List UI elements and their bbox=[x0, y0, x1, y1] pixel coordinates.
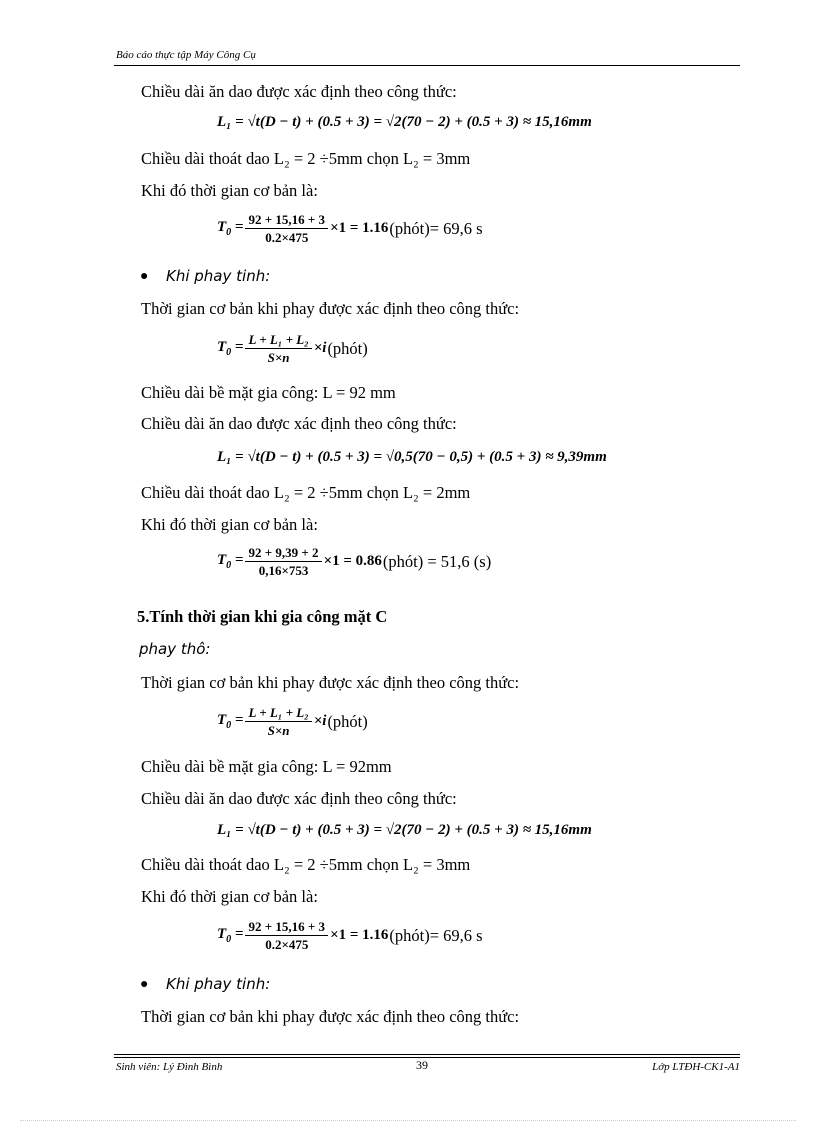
formula-text: L₁ = √t(D − t) + (0.5 + 3) = √2(70 − 2) + (0.5 + 3) ≈ 15,16mm bbox=[217, 114, 592, 130]
fraction bbox=[245, 331, 311, 366]
formula-t0 bbox=[217, 211, 483, 246]
fraction-denominator: 0.2×475 bbox=[265, 937, 309, 952]
text-line: Chiều dài thoát dao L₂ = 2 ÷5mm chọn L₂ = 3mm bbox=[141, 855, 471, 874]
formula-rhs: ×1 = 1.16 bbox=[330, 927, 389, 943]
text-line: Thời gian cơ bản khi phay được xác định theo công thức: bbox=[141, 673, 520, 692]
sub-heading: phay thô: bbox=[139, 640, 211, 658]
formula-t0-general bbox=[217, 704, 368, 739]
footer-student: Sinh viên: Lý Đình Bình bbox=[116, 1061, 223, 1073]
formula-lhs: $T_0$ = bbox=[217, 339, 244, 358]
bullet-text: Khi phay tinh: bbox=[166, 975, 271, 993]
fraction bbox=[245, 544, 321, 579]
formula-l1 bbox=[217, 449, 607, 466]
fraction bbox=[245, 211, 328, 246]
formula-l1 bbox=[217, 114, 592, 131]
page-header-title: Báo cáo thực tập Máy Công Cụ bbox=[116, 49, 256, 61]
formula-rhs: ×i bbox=[313, 713, 327, 729]
text-line: Khi đó thời gian cơ bản là: bbox=[141, 515, 318, 534]
fraction-numerator: 92 + 15,16 + 3 bbox=[245, 211, 328, 229]
formula-t0-general bbox=[217, 331, 368, 366]
text-line: Thời gian cơ bản khi phay được xác định theo công thức: bbox=[141, 1007, 520, 1026]
fraction-numerator: L + L₁ + L₂ bbox=[245, 331, 311, 349]
page-bottom-divider bbox=[20, 1120, 796, 1121]
formula-tail: (phót)= 69,6 s bbox=[389, 218, 483, 238]
bullet-icon: ● bbox=[140, 269, 149, 284]
text-line: Thời gian cơ bản khi phay được xác định theo công thức: bbox=[141, 299, 520, 318]
formula-text: L₁ = √t(D − t) + (0.5 + 3) = √0,5(70 − 0,5) + (0.5 + 3) ≈ 9,39mm bbox=[217, 449, 607, 465]
fraction-numerator: L + L₁ + L₂ bbox=[245, 704, 311, 722]
text-line: Chiều dài ăn dao được xác định theo công thức: bbox=[141, 414, 457, 433]
formula-lhs: $T_0$ = bbox=[217, 712, 244, 731]
footer-class: Lớp LTĐH-CK1-A1 bbox=[652, 1061, 740, 1073]
text-line: Khi đó thời gian cơ bản là: bbox=[141, 887, 318, 906]
fraction-denominator: 0,16×753 bbox=[258, 563, 309, 578]
formula-lhs: $T_0$ = bbox=[217, 552, 244, 571]
fraction-denominator: S×n bbox=[267, 350, 290, 365]
formula-lhs: $T_0$ = bbox=[217, 219, 244, 238]
section-heading: 5.Tính thời gian khi gia công mặt C bbox=[137, 607, 388, 626]
fraction-numerator: 92 + 15,16 + 3 bbox=[245, 918, 328, 936]
text-line: Chiều dài bề mặt gia công: L = 92 mm bbox=[141, 383, 396, 402]
text-line: Chiều dài bề mặt gia công: L = 92mm bbox=[141, 757, 392, 776]
header-rule bbox=[114, 65, 740, 66]
formula-rhs: ×i bbox=[313, 340, 327, 356]
page-number: 39 bbox=[416, 1058, 428, 1072]
bullet-text: Khi phay tinh: bbox=[166, 267, 271, 285]
formula-l1 bbox=[217, 822, 592, 839]
formula-tail: (phót)= 69,6 s bbox=[389, 925, 483, 945]
text-line: Chiều dài thoát dao L₂ = 2 ÷5mm chọn L₂ = 2mm bbox=[141, 483, 471, 502]
formula-lhs: $T_0$ = bbox=[217, 926, 244, 945]
formula-t0 bbox=[217, 918, 483, 953]
formula-tail: (phót) bbox=[327, 711, 368, 731]
formula-text: L₁ = √t(D − t) + (0.5 + 3) = √2(70 − 2) + (0.5 + 3) ≈ 15,16mm bbox=[217, 822, 592, 838]
fraction bbox=[245, 704, 311, 739]
formula-tail: (phót) bbox=[327, 338, 368, 358]
text-line: Chiều dài ăn dao được xác định theo công thức: bbox=[141, 789, 457, 808]
text-line: Chiều dài ăn dao được xác định theo công thức: bbox=[141, 82, 457, 101]
fraction bbox=[245, 918, 328, 953]
formula-rhs: ×1 = 1.16 bbox=[330, 220, 389, 236]
formula-tail: (phót) = 51,6 (s) bbox=[382, 551, 492, 571]
bullet-icon: ● bbox=[140, 977, 149, 992]
fraction-denominator: S×n bbox=[267, 723, 290, 738]
fraction-numerator: 92 + 9,39 + 2 bbox=[245, 544, 321, 562]
formula-rhs: ×1 = 0.86 bbox=[323, 553, 382, 569]
text-line: Khi đó thời gian cơ bản là: bbox=[141, 181, 318, 200]
formula-t0 bbox=[217, 544, 491, 579]
text-line: Chiều dài thoát dao L₂ = 2 ÷5mm chọn L₂ = 3mm bbox=[141, 149, 471, 168]
footer-rule bbox=[114, 1054, 740, 1055]
fraction-denominator: 0.2×475 bbox=[265, 230, 309, 245]
